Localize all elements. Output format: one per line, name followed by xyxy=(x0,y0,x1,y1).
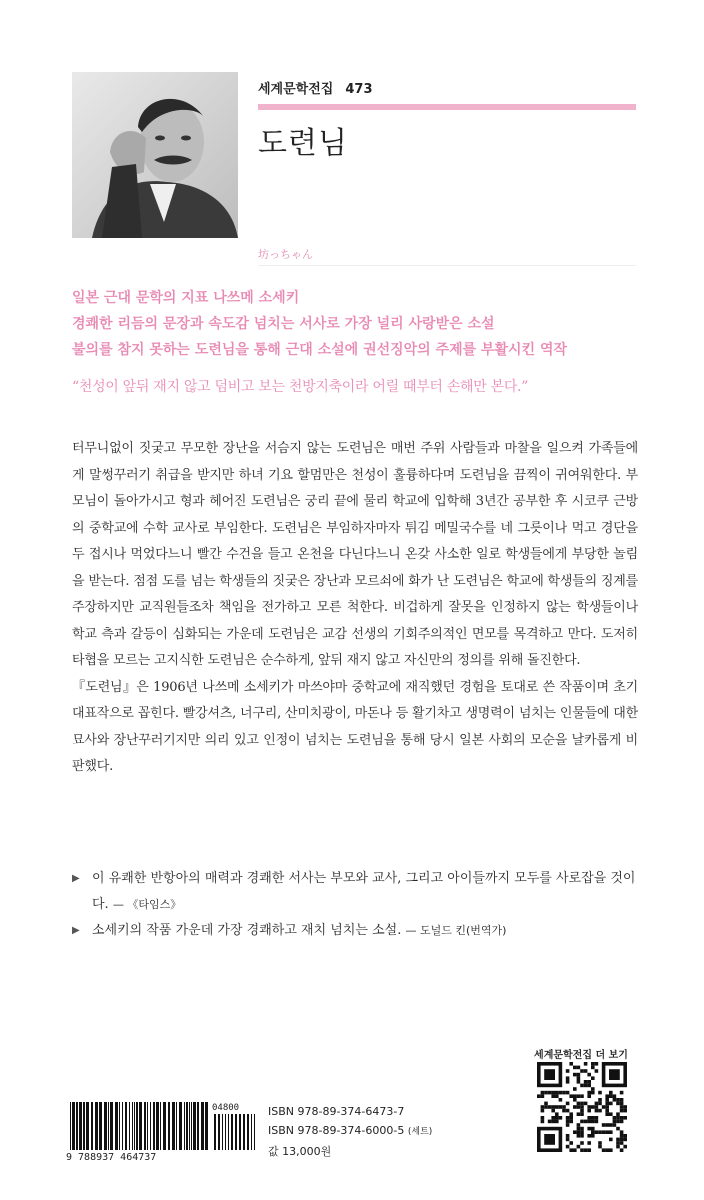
original-title: 坊っちゃん xyxy=(258,248,313,261)
synopsis-paragraph: 『도련님』은 1906년 나쓰메 소세키가 마쓰야마 중학교에 재직했던 경험을 토대로 쓴 작품이며 초기 대표작으로 꼽힌다. 빨강셔츠, 너구리, 산미치광이, 마돈나 등 활기차고 생명력이 넘치는 인물들에 대한 묘사와 장난꾸러기지만 의리 있고 인정이 넘치는 도련님을 통해 당시 일본 사회의 모순을 날카롭게 비판했다. xyxy=(72,679,638,774)
pull-quote: “천성이 앞뒤 재지 않고 덤비고 보는 천방지축이라 어릴 때부터 손해만 본다.” xyxy=(72,379,529,395)
divider xyxy=(258,265,636,266)
headline: 불의를 참지 못하는 도련님을 통해 근대 소설에 권선징악의 주제를 부활시킨 역작 xyxy=(72,342,568,358)
praise-text: 소세키의 작품 가운데 가장 경쾌하고 재치 넘치는 소설. xyxy=(92,923,406,938)
series-number: 473 xyxy=(345,82,373,97)
series-label xyxy=(258,78,373,97)
isbn-block xyxy=(268,1102,432,1161)
praise-source: — 《타임스》 xyxy=(112,898,182,911)
praise-item xyxy=(72,866,638,918)
praise-list xyxy=(72,866,638,944)
play-triangle-icon: ▶ xyxy=(72,925,80,936)
synopsis-paragraph: 터무니없이 짓궂고 무모한 장난을 서슴지 않는 도련님은 매번 주위 사람들과 마찰을 일으켜 가족들에게 말썽꾸러기 취급을 받지만 하녀 기요 할멈만은 천성이 훌륭하다며 도련님을 끔찍이 귀여워한다. 부모님이 돌아가시고 형과 헤어진 도련님은 궁리 끝에 물리 학교에 입학해 3년간 공부한 후 시코쿠 근방의 중학교에 수학 교사로 부임한다. 도련님은 부임하자마자 튀김 메밀국수를 네 그릇이나 먹고 경단을 두 접시나 먹었다느니 빨간 수건을 들고 온천을 다닌다느니 온갖 사소한 일로 학생들에게 부당한 놀림을 받는다. 점점 도를 넘는 학생들의 짓궂은 장난과 모르쇠에 화가 난 도련님은 학교에 학생들의 징계를 주장하지만 교직원들조차 책임을 전가하고 모른 척한다. 비겁하게 잘못을 인정하지 않는 학생들이나 학교 측과 갈등이 심화되는 가운데 도련님은 교감 선생의 기회주의적인 면모를 목격하고 만다. 도저히 타협을 모르는 고지식한 도련님은 순수하게, 앞뒤 재지 않고 자신만의 정의를 위해 돌진한다. xyxy=(72,441,638,668)
headlines xyxy=(72,285,642,363)
author-portrait xyxy=(72,72,238,238)
barcode-number: 9 788937 464737 xyxy=(66,1152,157,1162)
praise-text: 이 유쾌한 반항아의 매력과 경쾌한 서사는 부모와 교사, 그리고 아이들까지 모두를 사로잡을 것이다. xyxy=(92,871,636,912)
qr-label: 세계문학전집 더 보기 xyxy=(534,1050,628,1061)
synopsis xyxy=(72,436,638,781)
isbn: ISBN 978-89-374-6473-7 xyxy=(268,1105,405,1118)
praise-source: — 도널드 킨(번역가) xyxy=(405,924,507,937)
qr-code-icon xyxy=(537,1062,627,1152)
series-name: 세계문학전집 xyxy=(258,82,334,97)
isbn: ISBN 978-89-374-6000-5 xyxy=(268,1124,405,1137)
price: 값 13,000원 xyxy=(268,1145,332,1158)
play-triangle-icon: ▶ xyxy=(72,873,80,884)
barcode-addon: 04800 xyxy=(212,1103,240,1113)
barcode-icon xyxy=(62,1100,260,1162)
praise-item xyxy=(72,918,638,944)
isbn-note: (세트) xyxy=(407,1127,433,1137)
book-title: 도련님 xyxy=(258,126,348,161)
accent-bar xyxy=(258,104,636,110)
headline: 경쾌한 리듬의 문장과 속도감 넘치는 서사로 가장 널리 사랑받은 소설 xyxy=(72,316,495,332)
headline: 일본 근대 문학의 지표 나쓰메 소세키 xyxy=(72,290,300,306)
